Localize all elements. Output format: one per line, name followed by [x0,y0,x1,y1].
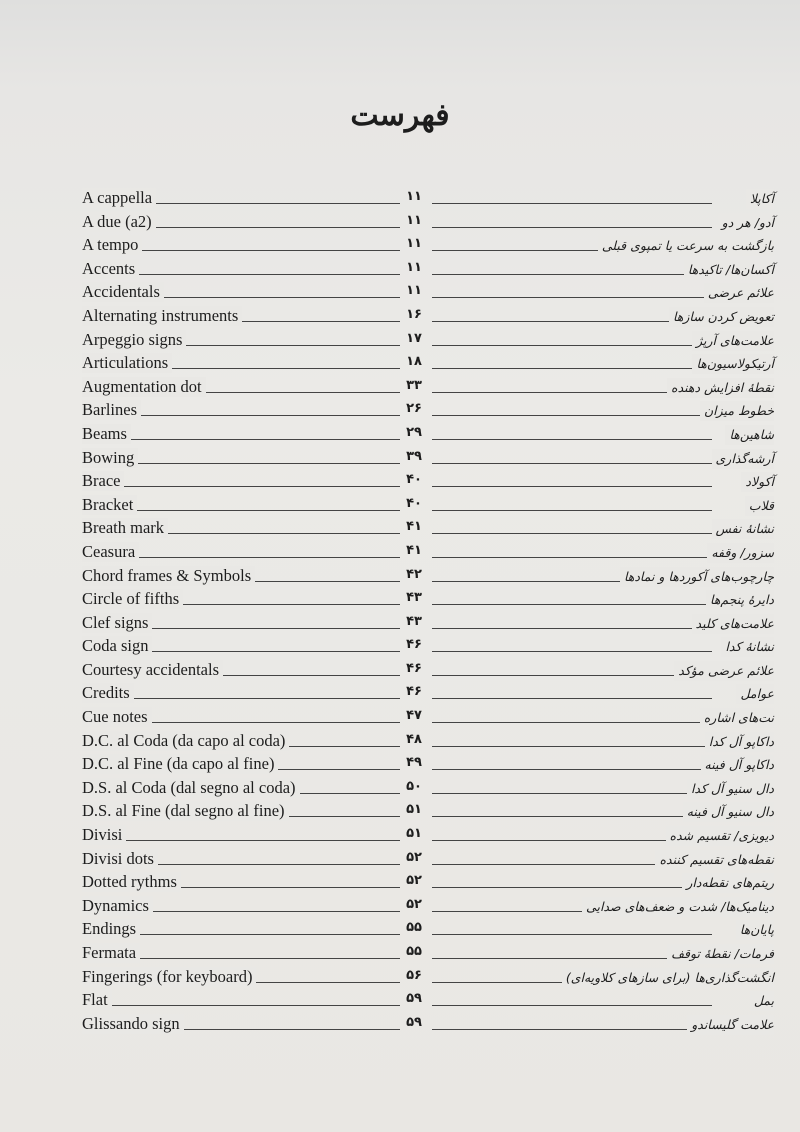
entry-persian: نشانهٔ کدا [721,637,774,657]
entry-english: Divisi [82,825,126,845]
dot-leader-right [432,887,712,888]
entry-persian: چارچوب‌های آکوردها و نمادها [620,567,774,587]
entry-english: Bowing [82,448,138,468]
dot-leader-right [432,486,712,487]
entry-page-number: ۴۰ [406,495,422,511]
dot-leader-right [432,698,712,699]
entry-persian: شاهین‌ها [725,425,774,445]
dot-leader-right [432,651,712,652]
toc-entry [0,754,800,778]
toc-entry [0,801,800,825]
toc-entry [0,872,800,896]
entry-english: Cue notes [82,707,152,727]
dot-leader-right [432,203,712,204]
toc-entry [0,589,800,613]
toc-entry [0,495,800,519]
entry-english: Endings [82,919,140,939]
entry-english: D.C. al Fine (da capo al fine) [82,754,278,774]
entry-page-number: ۱۱ [406,259,422,275]
dot-leader-right [432,934,712,935]
entry-english: Coda sign [82,636,152,656]
entry-page-number: ۵۰ [406,778,422,794]
toc-entry [0,613,800,637]
toc-entry [0,377,800,401]
toc-entry [0,448,800,472]
toc-entry [0,235,800,259]
entry-persian: دینامیک‌ها/ شدت و ضعف‌های صدایی [582,897,774,917]
dot-leader-left [110,1005,400,1006]
dot-leader-left [110,934,400,935]
entry-english: A due (a2) [82,212,156,232]
entry-page-number: ۴۶ [406,684,422,700]
toc-entry [0,636,800,660]
entry-persian: قلاب [745,496,774,516]
entry-persian: آرشه‌گذاری [712,449,775,469]
entry-english: Fermata [82,943,140,963]
entry-persian: بمل [750,991,774,1011]
toc-entry [0,282,800,306]
entry-persian: نشانهٔ نفس [712,519,774,539]
entry-page-number: ۲۹ [406,424,422,440]
entry-page-number: ۲۶ [406,401,422,417]
entry-persian: دال سنیو آل کدا [687,779,774,799]
toc-entry [0,731,800,755]
dot-leader-left [110,628,400,629]
entry-english: Brace [82,471,124,491]
dot-leader-right [432,368,712,369]
toc-entry [0,259,800,283]
dot-leader-right [432,628,712,629]
toc-entry [0,471,800,495]
toc-entry [0,943,800,967]
toc-entry [0,967,800,991]
entry-persian: بازگشت به سرعت یا تمپوی قبلی [598,236,774,256]
entry-persian: علائم عرضی مؤکد [674,661,774,681]
entry-page-number: ۱۱ [406,236,422,252]
entry-english: Accidentals [82,282,164,302]
dot-leader-left [110,840,400,841]
dot-leader-left [110,510,400,511]
entry-english: Divisi dots [82,849,158,869]
dot-leader-left [110,722,400,723]
toc-entry [0,707,800,731]
entry-persian: داکاپو آل کدا [705,732,774,752]
dot-leader-left [110,439,400,440]
entry-english: Credits [82,683,134,703]
entry-page-number: ۵۹ [406,1014,422,1030]
toc-entry [0,896,800,920]
entry-persian: ریتم‌های نقطه‌دار [682,873,774,893]
entry-persian: داکاپو آل فینه [701,755,774,775]
dot-leader-left [110,463,400,464]
entry-page-number: ۵۲ [406,849,422,865]
entry-page-number: ۳۹ [406,448,422,464]
dot-leader-right [432,533,712,534]
entry-persian: دیویزی/ تقسیم شده [666,826,774,846]
dot-leader-left [110,698,400,699]
entry-page-number: ۵۶ [406,967,422,983]
toc-entry [0,212,800,236]
entry-page-number: ۴۸ [406,731,422,747]
toc-entry [0,400,800,424]
entry-english: Circle of fifths [82,589,183,609]
dot-leader-right [432,604,712,605]
dot-leader-left [110,651,400,652]
entry-page-number: ۴۲ [406,566,422,582]
entry-english: Fingerings (for keyboard) [82,967,256,987]
entry-page-number: ۱۸ [406,354,422,370]
dot-leader-right [432,415,712,416]
entry-english: Bracket [82,495,137,515]
dot-leader-right [432,793,712,794]
entry-english: Ceasura [82,542,139,562]
entry-page-number: ۴۶ [406,637,422,653]
dot-leader-right [432,557,712,558]
entry-page-number: ۵۹ [406,991,422,1007]
dot-leader-right [432,746,712,747]
toc-entry [0,542,800,566]
entry-persian: آکاپلا [746,189,774,209]
entry-persian: آدو/ هر دو [718,213,774,233]
toc-entry [0,353,800,377]
entry-english: D.C. al Coda (da capo al coda) [82,731,289,751]
entry-english: Arpeggio signs [82,330,186,350]
entry-english: Accents [82,259,139,279]
entry-persian: دال سنیو آل فینه [683,802,774,822]
entry-english: Augmentation dot [82,377,206,397]
dot-leader-right [432,510,712,511]
entry-english: D.S. al Fine (dal segno al fine) [82,801,289,821]
entry-english: Articulations [82,353,172,373]
entry-page-number: ۴۹ [406,755,422,771]
toc-entry [0,849,800,873]
dot-leader-left [110,486,400,487]
entry-persian: علامت گلیساندو [687,1015,774,1035]
entry-page-number: ۱۱ [406,212,422,228]
entry-persian: دایرهٔ پنجم‌ها [706,590,774,610]
entry-persian: تعویض کردن سازها [669,307,774,327]
dot-leader-right [432,1029,712,1030]
entry-page-number: ۵۱ [406,826,422,842]
entry-page-number: ۱۷ [406,330,422,346]
toc-entry [0,683,800,707]
entry-persian: انگشت‌گذاری‌ها (برای سازهای کلاویه‌ای) [562,968,774,988]
entry-persian: نقطه‌های تقسیم کننده [655,850,774,870]
entry-persian: علائم عرضی [704,283,774,303]
entry-english: A tempo [82,235,142,255]
entry-persian: خطوط میزان [700,401,774,421]
entry-persian: آکولاد [741,472,774,492]
entry-persian: عوامل [736,684,774,704]
entry-page-number: ۱۶ [406,306,422,322]
toc-entry [0,188,800,212]
entry-english: Barlines [82,400,141,420]
entry-english: Breath mark [82,518,168,538]
entry-page-number: ۵۵ [406,944,422,959]
toc-entry [0,660,800,684]
dot-leader-right [432,274,712,275]
dot-leader-right [432,675,712,676]
entry-english: Clef signs [82,613,152,633]
dot-leader-right [432,297,712,298]
toc-entry [0,1014,800,1038]
page-title: فهرست [350,98,450,133]
dot-leader-left [110,415,400,416]
toc-entry [0,330,800,354]
entry-english: A cappella [82,188,156,208]
dot-leader-right [432,463,712,464]
entry-page-number: ۴۰ [406,472,422,488]
entry-persian: نقطهٔ افزایش دهنده [667,378,774,398]
dot-leader-left [110,911,400,912]
entry-persian: نت‌های اشاره [700,708,774,728]
entry-page-number: ۵۲ [406,896,422,912]
entry-page-number: ۵۲ [406,873,422,889]
entry-persian: آرتیکولاسیون‌ها [692,354,774,374]
entry-page-number: ۵۱ [406,802,422,818]
toc-entry [0,424,800,448]
table-of-contents [0,188,800,1037]
dot-leader-right [432,769,712,770]
toc-entry [0,518,800,542]
toc-entry [0,990,800,1014]
dot-leader-right [432,722,712,723]
entry-page-number: ۴۳ [406,590,422,606]
entry-english: Chord frames & Symbols [82,566,255,586]
entry-english: D.S. al Coda (dal segno al coda) [82,778,300,798]
toc-entry [0,825,800,849]
entry-english: Alternating instruments [82,306,242,326]
entry-page-number: ۵۵ [406,920,422,936]
dot-leader-left [110,250,400,251]
entry-persian: علامت‌های آرپژ [692,331,774,351]
entry-persian: علامت‌های کلید [692,614,774,634]
toc-entry [0,919,800,943]
entry-persian: سزور/ وقفه [707,543,774,563]
entry-english: Dotted rythms [82,872,181,892]
toc-entry [0,306,800,330]
dot-leader-right [432,345,712,346]
entry-persian: آکسان‌ها/ تاکیدها [684,260,774,280]
entry-english: Beams [82,424,131,444]
entry-page-number: ۱۱ [406,283,422,299]
dot-leader-right [432,227,712,228]
entry-page-number: ۱۱ [406,189,422,204]
dot-leader-right [432,439,712,440]
toc-entry [0,566,800,590]
entry-english: Courtesy accidentals [82,660,223,680]
entry-english: Dynamics [82,896,153,916]
entry-page-number: ۴۶ [406,660,422,676]
entry-english: Flat [82,990,112,1010]
entry-page-number: ۴۳ [406,613,422,629]
dot-leader-right [432,1005,712,1006]
entry-persian: پایان‌ها [736,920,774,940]
dot-leader-right [432,816,712,817]
dot-leader-left [110,557,400,558]
toc-entry [0,778,800,802]
entry-page-number: ۳۳ [406,377,422,393]
dot-leader-left [110,958,400,959]
entry-page-number: ۴۱ [406,519,422,535]
dot-leader-left [110,274,400,275]
entry-page-number: ۴۷ [406,708,422,724]
entry-page-number: ۴۱ [406,542,422,558]
entry-english: Glissando sign [82,1014,184,1034]
entry-persian: فرمات/ نقطهٔ توقف [667,944,774,964]
